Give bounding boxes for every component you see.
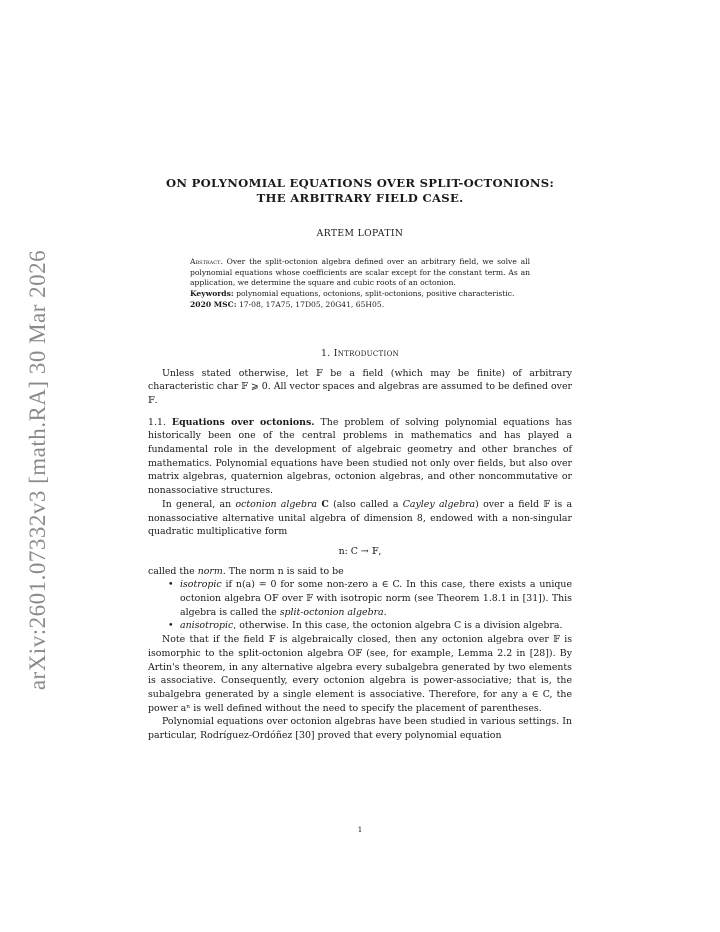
subsection-paragraph bbox=[148, 416, 572, 498]
norm-text-b: . The norm n is said to be bbox=[222, 565, 344, 577]
definition-text-a: In general, an bbox=[162, 498, 232, 510]
section-heading bbox=[148, 348, 572, 359]
keywords-text: polynomial equations, octonions, split-octonions, positive characteristic. bbox=[236, 289, 515, 299]
definition-text-b: (also called a bbox=[333, 498, 399, 510]
section-title: Introduction bbox=[333, 347, 400, 359]
abstract-block bbox=[190, 257, 530, 311]
abstract-text bbox=[190, 257, 530, 289]
term-split-octonion-algebra: split-octonion algebra bbox=[279, 606, 384, 618]
msc-label: 2020 MSC: bbox=[190, 299, 237, 309]
intro-paragraph: Unless stated otherwise, let 𝔽 be a field (which may be finite) of arbitrary characteristic char 𝔽 ⩾ 0. All vector spaces and algebras are assumed to be defined over 𝔽. bbox=[148, 367, 572, 406]
term-isotropic: isotropic bbox=[180, 579, 222, 591]
author-name: ARTEM LOPATIN bbox=[316, 228, 404, 239]
definition-text-c: ) over a field 𝔽 is a nonassociative alternative unital algebra of dimension 8, endowed with a non-singular quadratic multiplicative form bbox=[148, 498, 573, 538]
keywords-line bbox=[190, 289, 530, 300]
norm-paragraph bbox=[148, 565, 572, 579]
page-number: 1 bbox=[357, 825, 363, 834]
arxiv-identifier: arXiv:2601.07332v3 [math.RA] 30 Mar 2026 bbox=[25, 249, 50, 691]
paper-page bbox=[148, 176, 572, 743]
list-item-isotropic bbox=[180, 578, 572, 619]
msc-text: 17-08, 17A75, 17D05, 20G41, 65H05. bbox=[238, 299, 385, 309]
subsection-number: 1.1. bbox=[148, 416, 166, 428]
keywords-label: Keywords: bbox=[190, 289, 234, 299]
last-paragraph: Polynomial equations over octonion algebras have been studied in various settings. In particular, Rodríguez-Ordóñez [30] proved that every polynomial equation bbox=[148, 716, 572, 742]
isotropic-end: . bbox=[383, 606, 387, 618]
anisotropic-text: , otherwise. In this case, the octonion algebra C is a division algebra. bbox=[233, 620, 563, 632]
msc-line bbox=[190, 300, 530, 311]
subsection-title: Equations over octonions. bbox=[171, 416, 315, 428]
body-text bbox=[148, 367, 572, 743]
term-octonion-algebra: octonion algebra bbox=[235, 498, 318, 510]
subsection-text: The problem of solving polynomial equations has historically been one of the central problems in mathematics and has played a fundamental role in the development of algebraic geometry and other branches of mathematics. Polynomial equations have been studied not only over fields, but also over matrix algebras, quaternion algebras, octonion algebras, and other noncommutative or nonassociative structures. bbox=[148, 416, 572, 497]
norm-cases-list bbox=[148, 578, 572, 633]
term-anisotropic: anisotropic bbox=[180, 620, 234, 632]
paper-title-line-1: ON POLYNOMIAL EQUATIONS OVER SPLIT-OCTONIONS: bbox=[165, 176, 555, 190]
term-norm: norm bbox=[197, 565, 223, 577]
abstract-label: Abstract. bbox=[190, 257, 223, 266]
arxiv-sidebar-stamp bbox=[18, 240, 58, 700]
term-cayley-algebra: Cayley algebra bbox=[402, 498, 476, 510]
norm-display-equation: n: C → 𝔽, bbox=[338, 545, 382, 557]
list-item-anisotropic bbox=[180, 619, 572, 633]
note-paragraph: Note that if the field 𝔽 is algebraically closed, then any octonion algebra over 𝔽 is isomorphic to the split-octonion algebra O𝔽 (see, for example, Lemma 2.2 in [28]). By Artin's theorem, in any alternative algebra every subalgebra generated by two elements is associative. Consequently, every octonion algebra is power-associative; that is, the subalgebra generated by a single element is associative. Therefore, for any a ∈ C, the power aⁿ is well defined without the need to specify the placement of parentheses. bbox=[148, 634, 572, 714]
section-number: 1. bbox=[320, 347, 331, 359]
octonion-definition-paragraph: In general, an octonion algebra C (also called a Cayley algebra) over a field 𝔽 is a nonassociative alternative unital algebra of dimension 8, endowed with a non-singular quadratic multiplicative form bbox=[148, 498, 573, 538]
abstract-body: Over the split-octonion algebra defined over an arbitrary field, we solve all polynomial equations whose coefficients are scalar except for the constant term. As an application, we determine the square and cubic roots of an octonion. bbox=[190, 257, 530, 288]
isotropic-text: if n(a) = 0 for some non-zero a ∈ C. In this case, there exists a unique octonion algebra O𝔽 over 𝔽 with isotropic norm (see Theorem 1.8.1 in [31]). This algebra is called the bbox=[180, 579, 573, 618]
paper-title-line-2: THE ARBITRARY FIELD CASE. bbox=[256, 191, 464, 205]
norm-text-a: called the bbox=[148, 565, 195, 577]
